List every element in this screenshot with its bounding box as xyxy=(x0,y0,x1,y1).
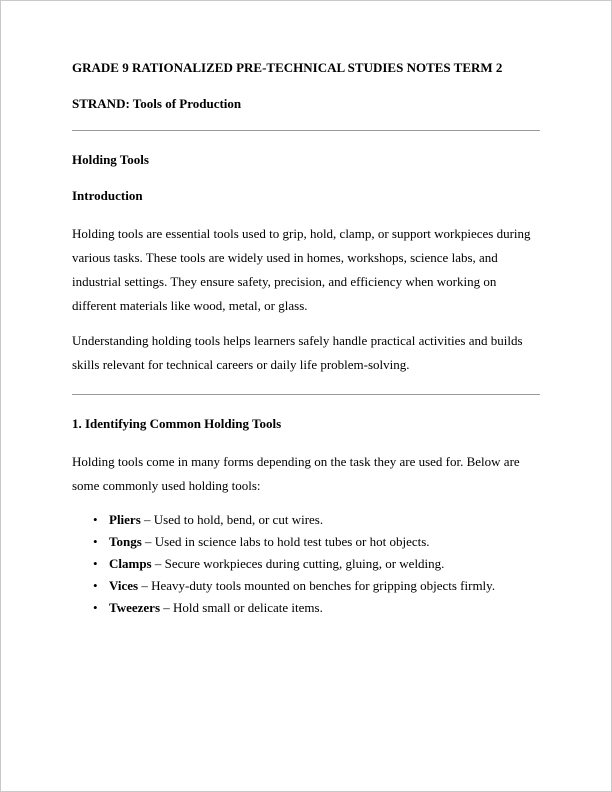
section-divider-middle xyxy=(72,394,540,395)
introduction-paragraph-2: Understanding holding tools helps learners safely handle practical activities and builds skills relevant for technical careers or daily life problem-solving. xyxy=(72,333,523,372)
list-item-tweezers xyxy=(72,597,540,619)
strand-subtitle: STRAND: Tools of Production xyxy=(72,96,242,111)
section-1-intro-paragraph: Holding tools come in many forms depending on the task they are used for. Below are some commonly used holding tools: xyxy=(72,454,520,493)
list-item-pliers xyxy=(72,509,540,531)
holding-tools-list xyxy=(72,509,540,619)
tool-desc: – Used to hold, bend, or cut wires. xyxy=(144,512,324,527)
list-item-tongs xyxy=(72,531,540,553)
tool-desc: – Heavy-duty tools mounted on benches for gripping objects firmly. xyxy=(141,578,496,593)
holding-tools-heading: Holding Tools xyxy=(72,152,149,167)
tool-desc: – Used in science labs to hold test tubes or hot objects. xyxy=(145,534,430,549)
introduction-paragraph-1: Holding tools are essential tools used to grip, hold, clamp, or support workpieces during various tasks. These tools are widely used in homes, workshops, science labs, and industrial settings. They ensure safety, precision, and efficiency when working on different materials like wood, metal, or glass. xyxy=(72,226,531,313)
introduction-heading: Introduction xyxy=(72,188,143,203)
page-content xyxy=(1,1,611,619)
tool-term: Tongs xyxy=(109,534,142,549)
document-title: GRADE 9 RATIONALIZED PRE-TECHNICAL STUDIES NOTES TERM 2 xyxy=(72,60,503,75)
tool-desc: – Secure workpieces during cutting, gluing, or welding. xyxy=(154,556,445,571)
tool-term: Pliers xyxy=(109,512,141,527)
tool-term: Tweezers xyxy=(109,600,161,615)
tool-desc: – Hold small or delicate items. xyxy=(163,600,323,615)
list-item-clamps xyxy=(72,553,540,575)
tool-term: Clamps xyxy=(109,556,152,571)
section-1-heading: 1. Identifying Common Holding Tools xyxy=(72,416,282,431)
tool-term: Vices xyxy=(109,578,139,593)
section-divider-top xyxy=(72,130,540,131)
list-item-vices xyxy=(72,575,540,597)
